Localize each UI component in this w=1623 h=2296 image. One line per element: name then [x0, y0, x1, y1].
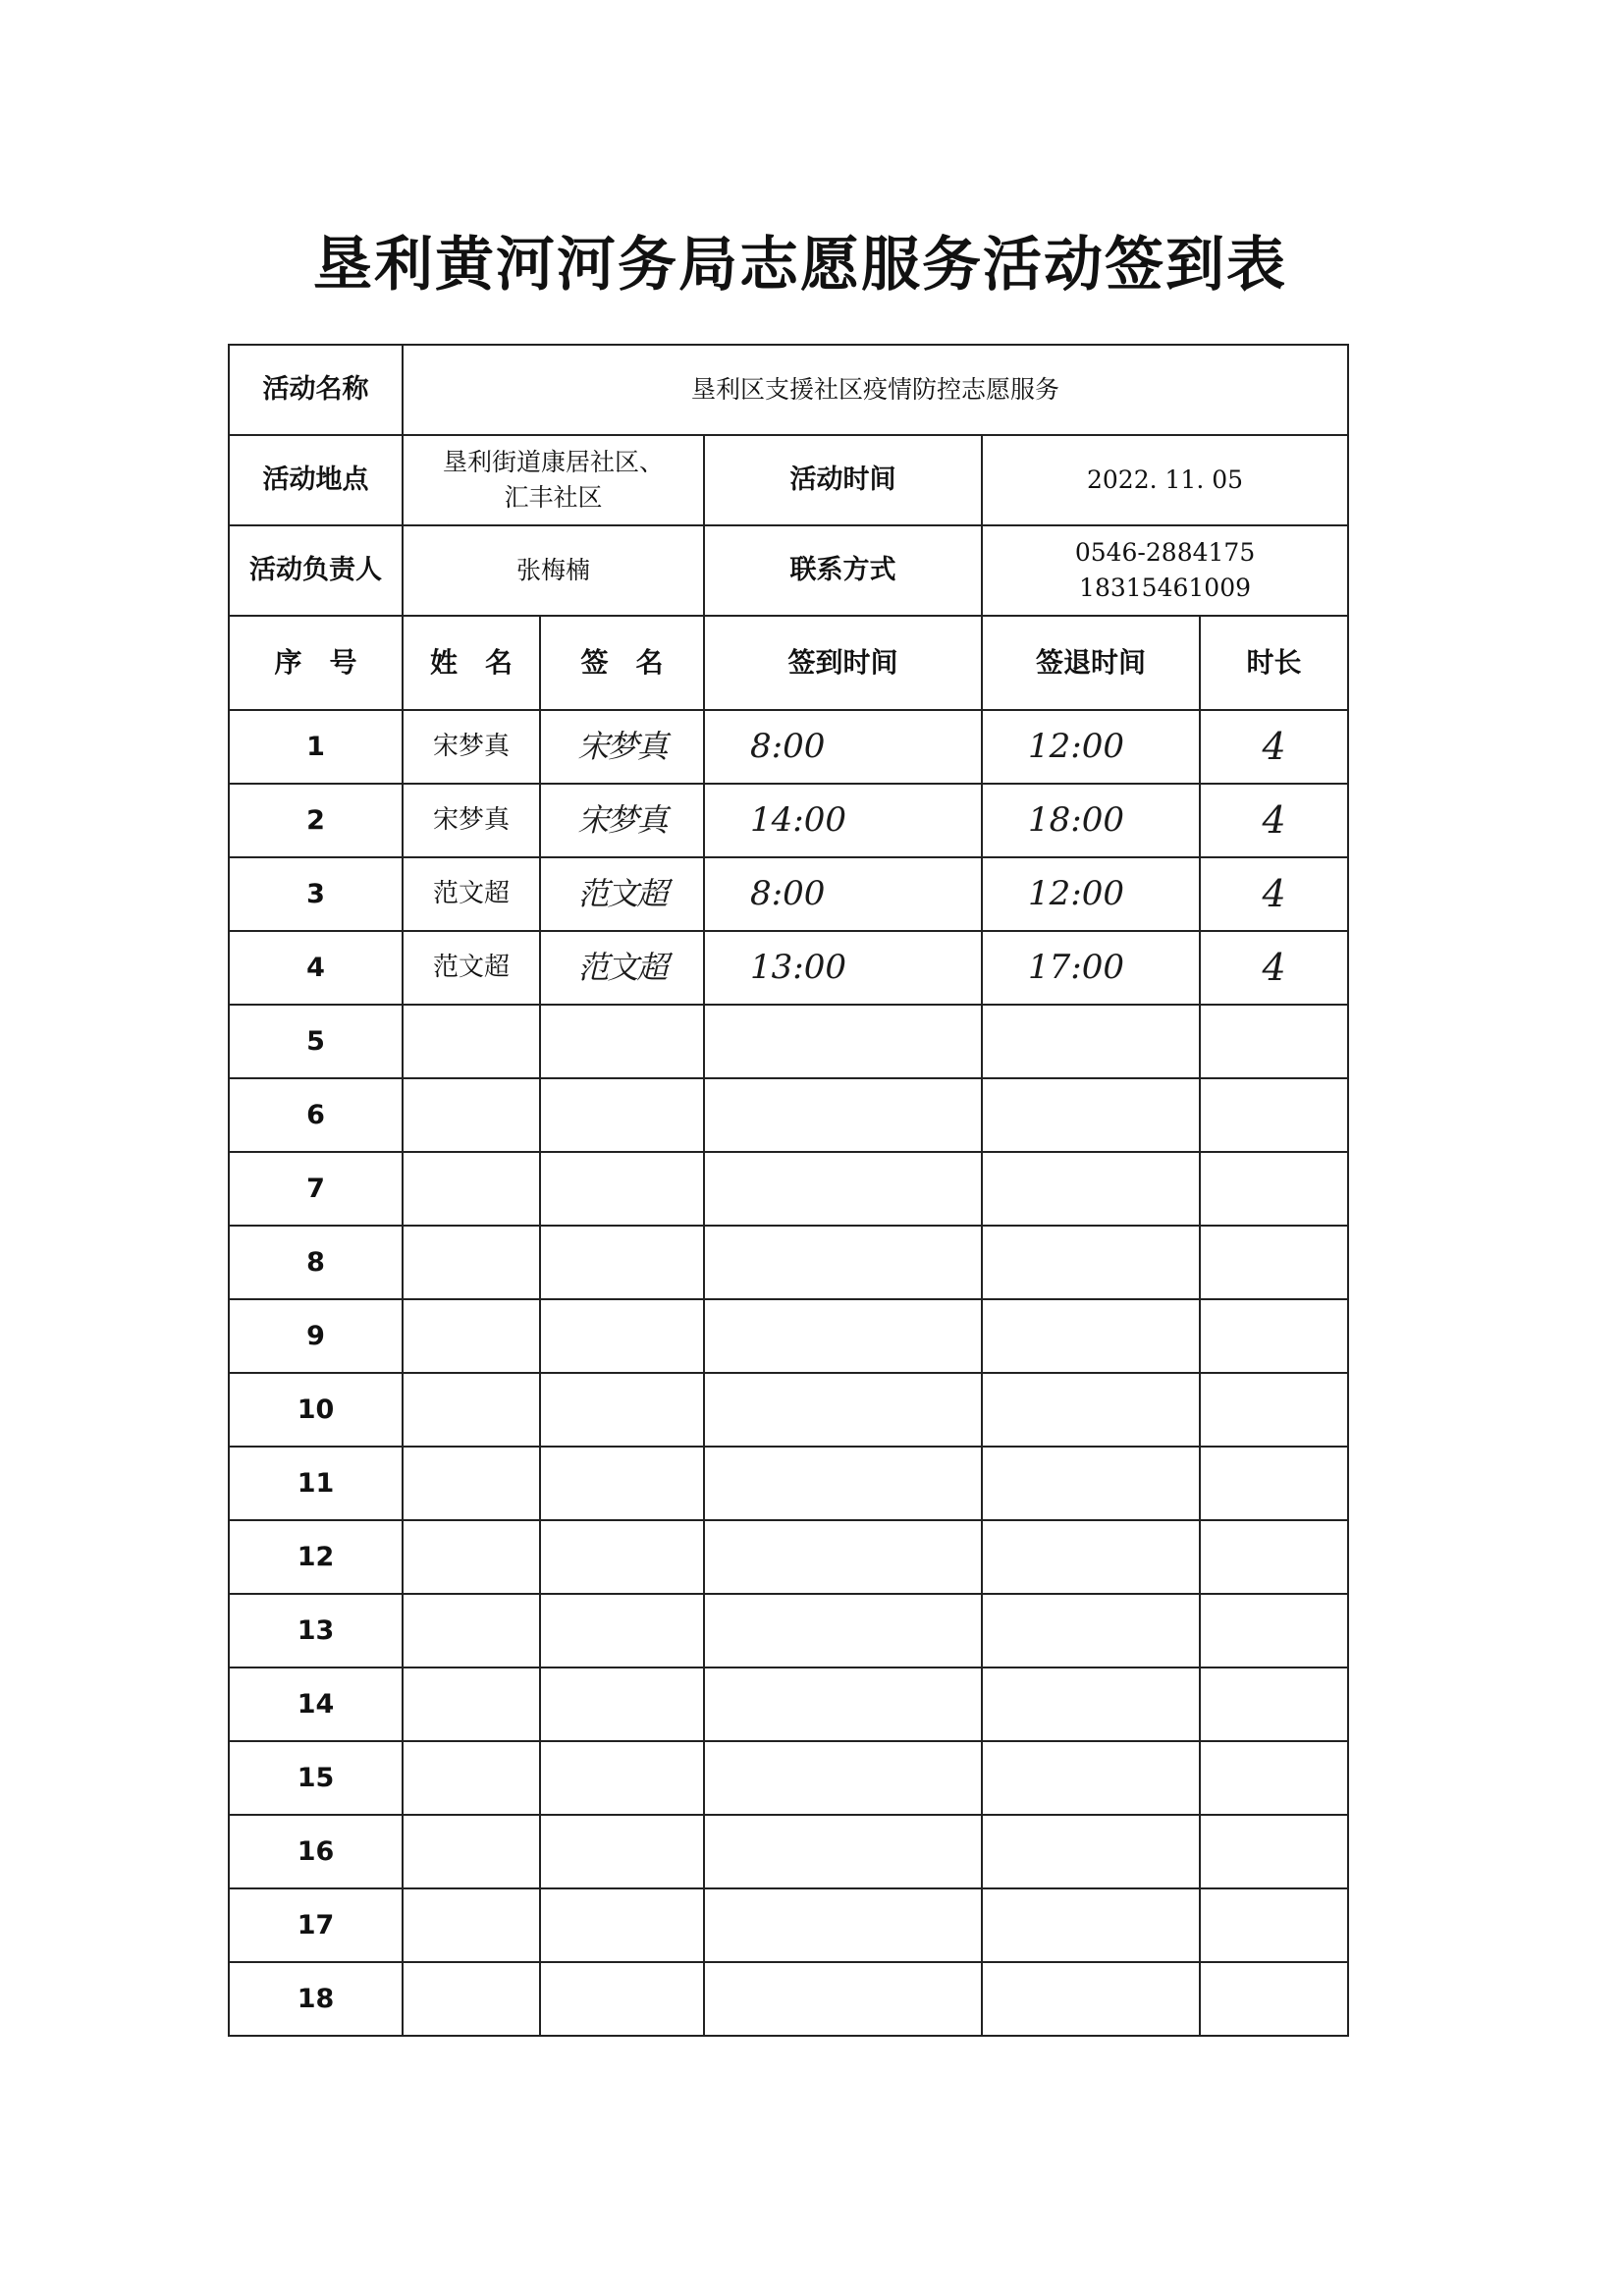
row-checkout-time	[982, 1815, 1200, 1888]
row-signature	[540, 1152, 704, 1226]
row-signature	[540, 1815, 704, 1888]
row-checkout-time	[982, 1226, 1200, 1299]
row-seq: 18	[229, 1962, 403, 2036]
location-time-row	[229, 435, 1348, 525]
row-seq: 15	[229, 1741, 403, 1815]
row-seq: 12	[229, 1520, 403, 1594]
row-signature	[540, 1594, 704, 1667]
row-signature: 宋梦真	[540, 784, 704, 857]
row-checkin-time	[704, 1226, 982, 1299]
table-row	[229, 1447, 1348, 1520]
table-row	[229, 1078, 1348, 1152]
table-row	[229, 1299, 1348, 1373]
row-seq: 4	[229, 931, 403, 1005]
row-seq: 3	[229, 857, 403, 931]
row-name	[403, 1520, 540, 1594]
row-checkin-time	[704, 1815, 982, 1888]
header-duration: 时长	[1200, 616, 1348, 710]
row-signature	[540, 1373, 704, 1447]
row-checkin-time	[704, 1594, 982, 1667]
row-seq: 14	[229, 1667, 403, 1741]
row-name	[403, 1226, 540, 1299]
location-label: 活动地点	[229, 435, 403, 525]
row-seq: 2	[229, 784, 403, 857]
row-name	[403, 1447, 540, 1520]
table-row	[229, 1594, 1348, 1667]
row-checkout-time: 17:00	[982, 931, 1200, 1005]
contact-value	[982, 525, 1348, 616]
table-row	[229, 1815, 1348, 1888]
table-row	[229, 1741, 1348, 1815]
row-checkin-time	[704, 1520, 982, 1594]
row-checkin-time: 8:00	[704, 857, 982, 931]
table-row	[229, 1226, 1348, 1299]
row-seq: 13	[229, 1594, 403, 1667]
table-row	[229, 1667, 1348, 1741]
row-signature	[540, 1447, 704, 1520]
row-name	[403, 1888, 540, 1962]
row-checkout-time	[982, 1299, 1200, 1373]
header-checkin: 签到时间	[704, 616, 982, 710]
header-seq: 序 号	[229, 616, 403, 710]
header-name: 姓 名	[403, 616, 540, 710]
row-name	[403, 1594, 540, 1667]
row-seq: 11	[229, 1447, 403, 1520]
row-checkout-time	[982, 1447, 1200, 1520]
row-seq: 17	[229, 1888, 403, 1962]
activity-name-row	[229, 345, 1348, 435]
activity-name-value: 垦利区支援社区疫情防控志愿服务	[403, 345, 1348, 435]
row-signature: 范文超	[540, 857, 704, 931]
row-checkout-time	[982, 1373, 1200, 1447]
row-seq: 16	[229, 1815, 403, 1888]
row-checkout-time	[982, 1078, 1200, 1152]
row-duration	[1200, 1520, 1348, 1594]
row-name	[403, 1741, 540, 1815]
row-signature	[540, 1226, 704, 1299]
row-name	[403, 1005, 540, 1078]
row-duration	[1200, 1373, 1348, 1447]
table-row	[229, 710, 1348, 784]
header-signature: 签 名	[540, 616, 704, 710]
time-label: 活动时间	[704, 435, 982, 525]
row-duration	[1200, 1447, 1348, 1520]
leader-label: 活动负责人	[229, 525, 403, 616]
location-line-1: 垦利街道康居社区、	[442, 447, 664, 476]
row-checkin-time	[704, 1962, 982, 2036]
row-name: 范文超	[403, 857, 540, 931]
activity-name-label: 活动名称	[229, 345, 403, 435]
row-duration	[1200, 1005, 1348, 1078]
row-signature	[540, 1667, 704, 1741]
row-checkin-time	[704, 1447, 982, 1520]
row-duration	[1200, 1594, 1348, 1667]
row-seq: 5	[229, 1005, 403, 1078]
row-duration	[1200, 1815, 1348, 1888]
sign-in-table	[228, 344, 1349, 2037]
row-signature	[540, 1741, 704, 1815]
table-row	[229, 857, 1348, 931]
row-duration	[1200, 1962, 1348, 2036]
row-name: 宋梦真	[403, 710, 540, 784]
contact-label: 联系方式	[704, 525, 982, 616]
row-duration: 4	[1200, 784, 1348, 857]
row-signature	[540, 1078, 704, 1152]
row-seq: 8	[229, 1226, 403, 1299]
row-checkout-time	[982, 1888, 1200, 1962]
contact-phone-2: 18315461009	[1079, 574, 1252, 602]
row-duration	[1200, 1152, 1348, 1226]
row-checkin-time	[704, 1299, 982, 1373]
row-name: 宋梦真	[403, 784, 540, 857]
row-signature	[540, 1005, 704, 1078]
table-row	[229, 931, 1348, 1005]
row-checkout-time	[982, 1741, 1200, 1815]
row-name	[403, 1667, 540, 1741]
row-signature	[540, 1299, 704, 1373]
row-signature	[540, 1888, 704, 1962]
row-name	[403, 1152, 540, 1226]
row-name	[403, 1962, 540, 2036]
row-checkin-time	[704, 1005, 982, 1078]
row-checkin-time	[704, 1667, 982, 1741]
row-checkout-time	[982, 1667, 1200, 1741]
row-seq: 9	[229, 1299, 403, 1373]
row-name: 范文超	[403, 931, 540, 1005]
time-value: 2022. 11. 05	[982, 435, 1348, 525]
location-value	[403, 435, 704, 525]
row-name	[403, 1815, 540, 1888]
leader-value: 张梅楠	[403, 525, 704, 616]
row-seq: 7	[229, 1152, 403, 1226]
row-duration: 4	[1200, 857, 1348, 931]
row-checkout-time: 12:00	[982, 710, 1200, 784]
row-duration	[1200, 1078, 1348, 1152]
row-signature: 范文超	[540, 931, 704, 1005]
row-signature: 宋梦真	[540, 710, 704, 784]
row-seq: 1	[229, 710, 403, 784]
row-checkout-time	[982, 1520, 1200, 1594]
row-name	[403, 1299, 540, 1373]
row-checkout-time: 12:00	[982, 857, 1200, 931]
table-row	[229, 1888, 1348, 1962]
row-duration	[1200, 1299, 1348, 1373]
row-duration	[1200, 1226, 1348, 1299]
row-duration: 4	[1200, 931, 1348, 1005]
location-line-2: 汇丰社区	[504, 483, 603, 512]
table-row	[229, 1373, 1348, 1447]
row-name	[403, 1373, 540, 1447]
row-signature	[540, 1520, 704, 1594]
row-seq: 6	[229, 1078, 403, 1152]
row-duration	[1200, 1741, 1348, 1815]
row-checkout-time	[982, 1962, 1200, 2036]
page-title: 垦利黄河河务局志愿服务活动签到表	[313, 231, 1287, 300]
row-checkout-time: 18:00	[982, 784, 1200, 857]
row-checkin-time	[704, 1741, 982, 1815]
leader-contact-row	[229, 525, 1348, 616]
row-duration	[1200, 1667, 1348, 1741]
contact-phone-1: 0546-2884175	[1074, 537, 1256, 567]
row-signature	[540, 1962, 704, 2036]
header-checkout: 签退时间	[982, 616, 1200, 710]
table-row	[229, 784, 1348, 857]
row-checkin-time	[704, 1373, 982, 1447]
row-checkin-time: 14:00	[704, 784, 982, 857]
row-duration	[1200, 1888, 1348, 1962]
table-row	[229, 1005, 1348, 1078]
row-seq: 10	[229, 1373, 403, 1447]
row-checkin-time	[704, 1152, 982, 1226]
row-checkout-time	[982, 1152, 1200, 1226]
row-checkout-time	[982, 1005, 1200, 1078]
table-row	[229, 1152, 1348, 1226]
table-row	[229, 1520, 1348, 1594]
row-duration: 4	[1200, 710, 1348, 784]
row-checkout-time	[982, 1594, 1200, 1667]
row-checkin-time	[704, 1888, 982, 1962]
row-checkin-time	[704, 1078, 982, 1152]
column-header-row	[229, 616, 1348, 710]
row-name	[403, 1078, 540, 1152]
row-checkin-time: 8:00	[704, 710, 982, 784]
table-row	[229, 1962, 1348, 2036]
row-checkin-time: 13:00	[704, 931, 982, 1005]
